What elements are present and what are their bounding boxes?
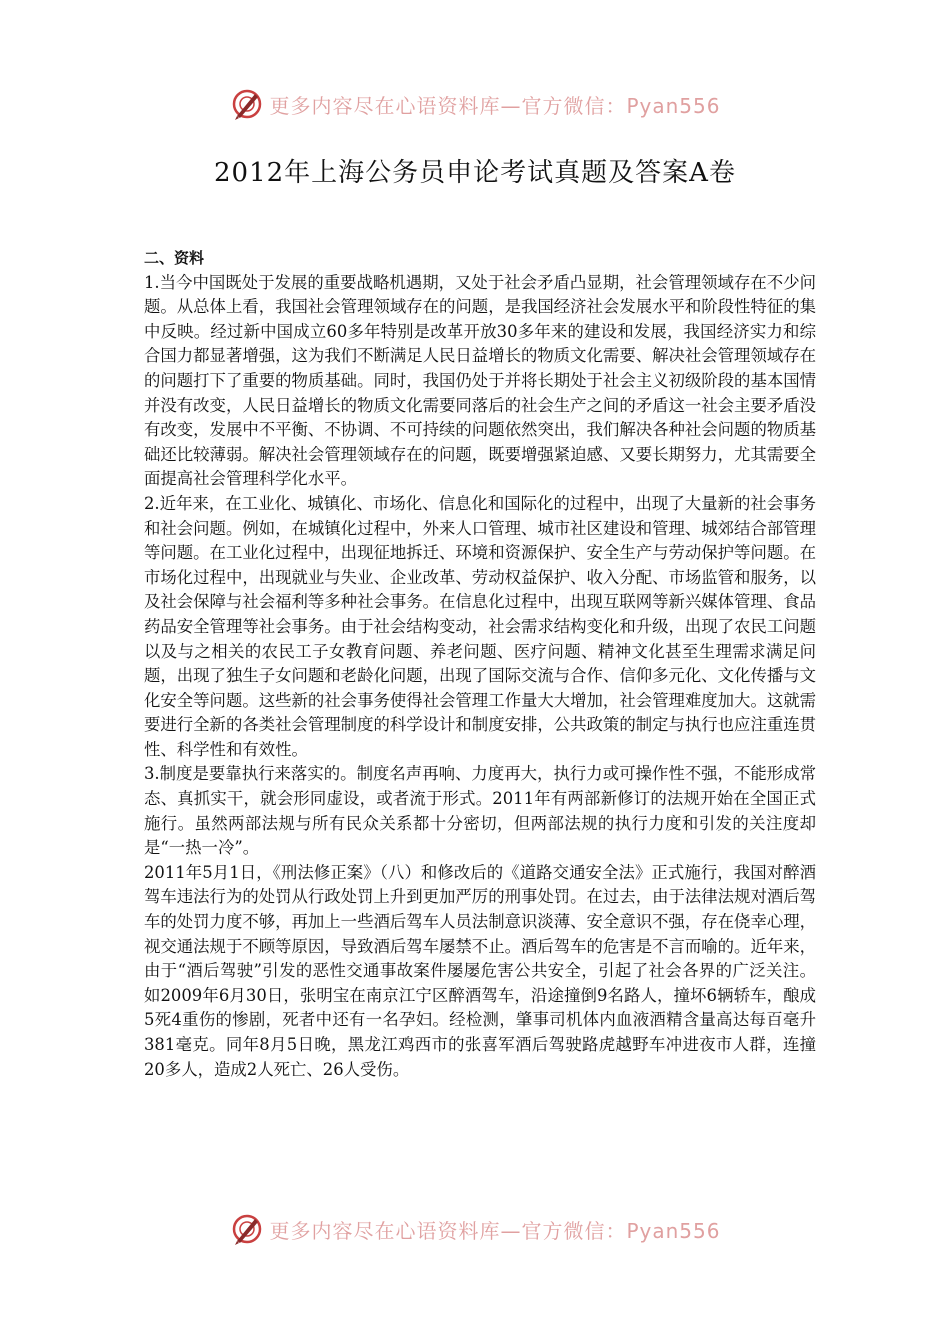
document-title: 2012年上海公务员申论考试真题及答案A卷 bbox=[214, 158, 736, 188]
watermark-text: 更多内容尽在心语资料库—官方微信：Pyan556 bbox=[269, 93, 721, 118]
paragraph: 2011年5月1日，《刑法修正案》（八）和修改后的《道路交通安全法》正式施行，我国对醉酒驾车违法行为的处罚从行政处罚上升到更加严厉的刑事处罚。在过去，由于法律法规对酒后驾车的处罚力度不够，再加上一些酒后驾车人员法制意识淡薄、安全意识不强，存在侥幸心理，视交通法规于不顾等原因，导致酒后驾车屡禁不止。酒后驾车的危害是不言而喻的。近年来，由于“酒后驾驶”引发的恶性交通事故案件屡屡危害公共安全，引起了社会各界的广泛关注。如2009年6月30日，张明宝在南京江宁区醉酒驾车，沿途撞倒9名路人，撞坏6辆轿车，酿成5死4重伤的惨剧，死者中还有一名孕妇。经检测，肇事司机体内血液酒精含量高达每百毫升381毫克。同年8月5日晚，黑龙江鸡西市的张喜军酒后驾驶路虎越野车冲进夜市人群，连撞20多人，造成2人死亡、26人受伤。 bbox=[144, 862, 817, 1079]
watermark-header bbox=[0, 84, 950, 124]
watermark-text: 更多内容尽在心语资料库—官方微信：Pyan556 bbox=[269, 1218, 721, 1243]
pen-logo-icon bbox=[229, 1211, 265, 1247]
paragraph: 3.制度是要靠执行来落实的。制度名声再响、力度再大，执行力或可操作性不强，不能形成常态、真抓实干，就会形同虚设，或者流于形式。2011年有两部新修订的法规开始在全国正式施行。虽然两部法规与所有民众关系都十分密切，但两部法规的执行力度和引发的关注度却是“一热一冷”。 bbox=[144, 764, 816, 858]
document-body bbox=[144, 246, 816, 1082]
pen-logo-icon bbox=[229, 86, 265, 122]
section-heading: 二、资料 bbox=[144, 249, 205, 267]
watermark-footer bbox=[0, 1209, 950, 1249]
paragraph: 1.当今中国既处于发展的重要战略机遇期，又处于社会矛盾凸显期，社会管理领域存在不少问题。从总体上看，我国社会管理领域存在的问题，是我国经济社会发展水平和阶段性特征的集中反映。经过新中国成立60多年特别是改革开放30多年来的建设和发展，我国经济实力和综合国力都显著增强，这为我们不断满足人民日益增长的物质文化需要、解决社会管理领域存在的问题打下了重要的物质基础。同时，我国仍处于并将长期处于社会主义初级阶段的基本国情并没有改变，人民日益增长的物质文化需要同落后的社会生产之间的矛盾这一社会主要矛盾没有改变，发展中不平衡、不协调、不可持续的问题依然突出，我们解决各种社会问题的物质基础还比较薄弱。解决社会管理领域存在的问题，既要增强紧迫感、又要长期努力，尤其需要全面提高社会管理科学化水平。 bbox=[144, 272, 817, 489]
paragraph: 2.近年来，在工业化、城镇化、市场化、信息化和国际化的过程中，出现了大量新的社会事务和社会问题。例如，在城镇化过程中，外来人口管理、城市社区建设和管理、城郊结合部管理等问题。在工业化过程中，出现征地拆迁、环境和资源保护、安全生产与劳动保护等问题。在市场化过程中，出现就业与失业、企业改革、劳动权益保护、收入分配、市场监管和服务，以及社会保障与社会福利等多种社会事务。在信息化过程中，出现互联网等新兴媒体管理、食品药品安全管理等社会事务。由于社会结构变动，社会需求结构变化和升级，出现了农民工问题以及与之相关的农民工子女教育问题、养老问题、医疗问题、精神文化甚至生理需求满足问题，出现了独生子女问题和老龄化问题，出现了国际交流与合作、信仰多元化、文化传播与文化安全等问题。这些新的社会事务使得社会管理工作量大大增加，社会管理难度加大。这就需要进行全新的各类社会管理制度的科学设计和制度安排，公共政策的制定与执行也应注重连贯性、科学性和有效性。 bbox=[144, 493, 817, 759]
